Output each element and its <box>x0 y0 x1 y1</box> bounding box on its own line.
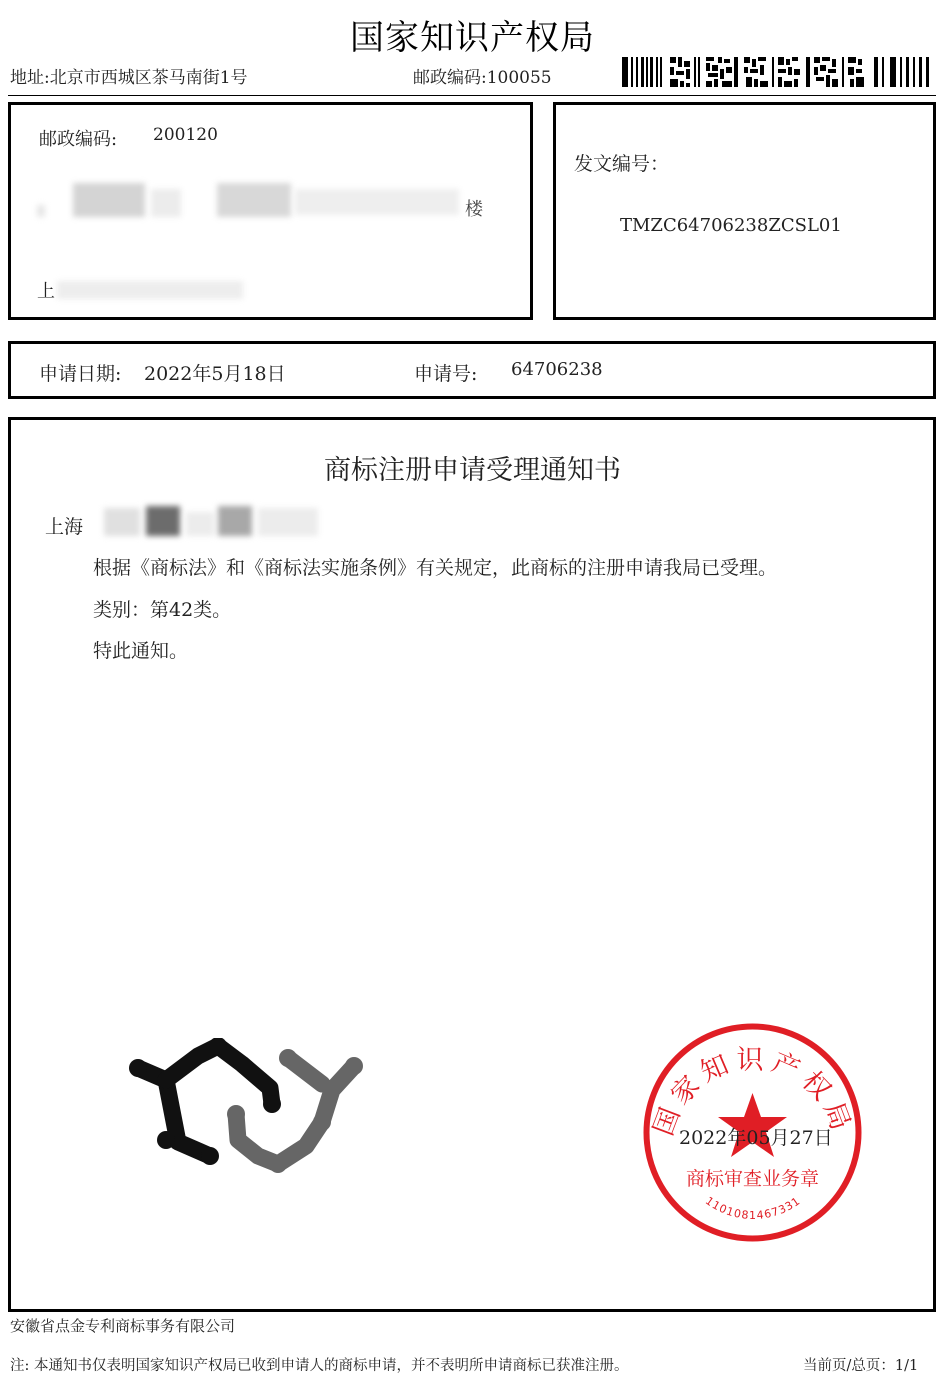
redacted-text <box>104 508 140 536</box>
redacted-text <box>146 506 180 536</box>
app-date-value: 2022年5月18日 <box>144 363 286 385</box>
app-date-label: 申请日期: <box>39 363 122 385</box>
sender-postcode: 邮政编码:100055 <box>413 68 552 88</box>
agent-name: 安徽省点金专利商标事务有限公司 <box>10 1317 236 1335</box>
closing-line: 特此通知。 <box>93 640 189 662</box>
recipient-postcode-label: 邮政编码: <box>39 129 118 150</box>
redacted-text <box>57 281 243 299</box>
redacted-text <box>295 189 459 215</box>
category-line: 类别：第42类。 <box>93 599 232 621</box>
redacted-text <box>37 205 45 217</box>
seal-code: 1101081467331 <box>702 1194 804 1222</box>
address-tail: 楼 <box>465 199 483 220</box>
page-indicator: 当前页/总页：1/1 <box>803 1358 919 1374</box>
redacted-text <box>218 506 252 536</box>
redacted-text <box>217 183 291 217</box>
trademark-logo <box>126 1038 368 1178</box>
redacted-text <box>258 508 318 536</box>
notice-title: 商标注册申请受理通知书 <box>324 455 621 486</box>
recipient-city: 上 <box>37 281 55 302</box>
issue-date: 2022年05月27日 <box>679 1127 833 1149</box>
recipient-postcode-value: 200120 <box>153 125 218 145</box>
doc-no-value: TMZC64706238ZCSL01 <box>620 215 842 236</box>
redacted-text <box>186 512 214 536</box>
doc-no-label: 发文编号： <box>574 153 670 175</box>
addressee-name: 上海 <box>45 516 84 538</box>
sender-address: 地址:北京市西城区茶马南街1号 <box>10 68 248 88</box>
app-no-value: 64706238 <box>511 359 603 380</box>
disclaimer-note: 注: 本通知书仅表明国家知识产权局已收到申请人的商标申请，并不表明所申请商标已获准注册。 <box>10 1358 629 1374</box>
seal-department: 商标审查业务章 <box>685 1168 820 1190</box>
redacted-text <box>73 183 145 217</box>
app-no-label: 申请号: <box>414 363 478 385</box>
application-info-box <box>8 341 936 399</box>
barcode-image <box>622 55 930 89</box>
seal-arc-text: 国家知识产权局 <box>648 1044 858 1140</box>
recipient-box <box>8 102 533 320</box>
notice-paragraph: 根据《商标法》和《商标法实施条例》有关规定，此商标的注册申请我局已受理。 <box>93 557 778 579</box>
redacted-text <box>151 189 181 217</box>
org-title: 国家知识产权局 <box>350 18 595 58</box>
doc-number-box <box>553 102 936 320</box>
header-rule <box>8 95 936 96</box>
